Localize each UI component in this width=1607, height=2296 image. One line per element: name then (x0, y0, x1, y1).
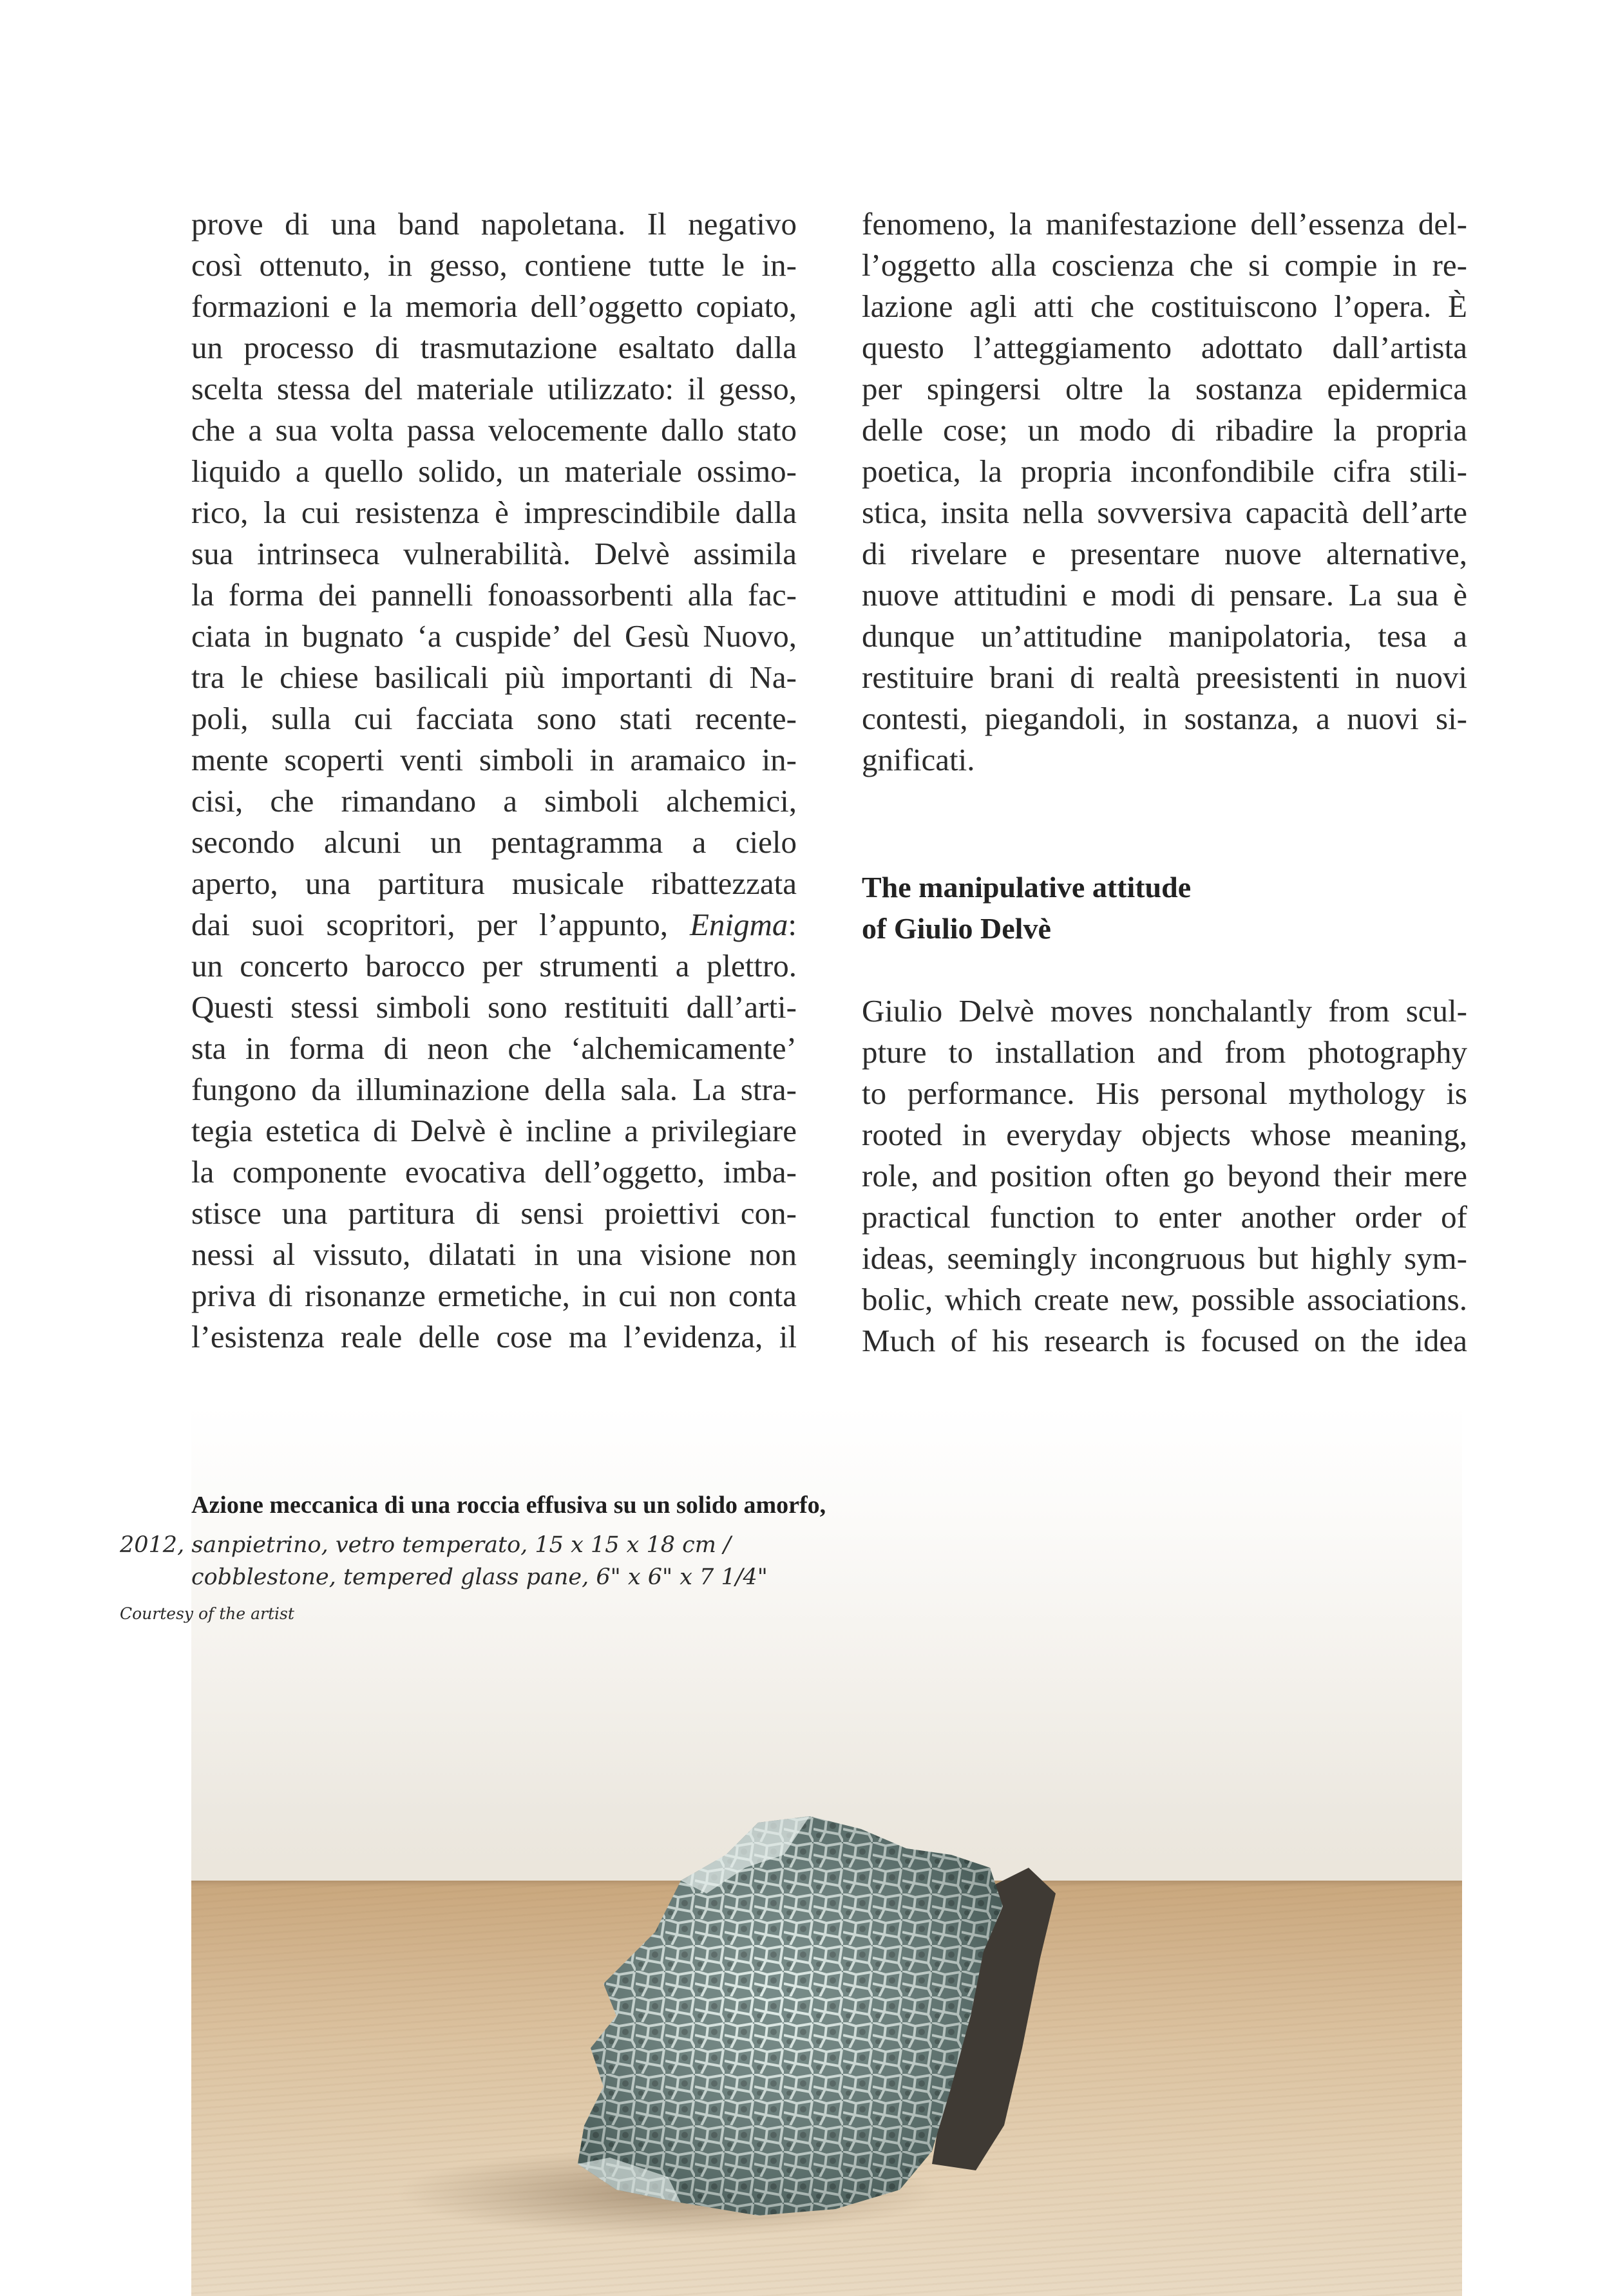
text-line: ciata in bugnato ‘a cuspide’ del Gesù Nuovo, (191, 618, 797, 654)
enigma-pre: dai suoi scopritori, per l’appunto, (191, 907, 690, 942)
text-line: Giulio Delvè moves nonchalantly from scul- (862, 993, 1467, 1029)
text-line: per spingersi oltre la sostanza epidermica (862, 371, 1467, 406)
text-line: la forma dei pannelli fonoassorbenti alla fac- (191, 577, 797, 612)
enigma-post: : (788, 907, 797, 942)
text-line: formazioni e la memoria dell’oggetto copiato, (191, 289, 797, 324)
section-heading-line: of Giulio Delvè (862, 912, 1051, 945)
caption-handwritten-line: 2012, sanpietrino, vetro temperato, 15 x 15 x 18 cm / (120, 1532, 731, 1558)
text-line: di rivelare e presentare nuove alternative, (862, 536, 1467, 571)
left-text-column (191, 204, 797, 1358)
text-line: cisi, che rimandano a simboli alchemici, (191, 783, 797, 819)
text-line: mente scoperti venti simboli in aramaico in- (191, 742, 797, 777)
text-line: così ottenuto, in gesso, contiene tutte le in- (191, 247, 797, 283)
right-text-column (862, 204, 1467, 781)
text-line: bolic, which create new, possible associations. (862, 1282, 1467, 1317)
text-line: un concerto barocco per strumenti a plettro. (191, 948, 797, 983)
text-line: sua intrinseca vulnerabilità. Delvè assimila (191, 536, 797, 571)
text-line: l’oggetto alla coscienza che si compie in re- (862, 247, 1467, 283)
caption-handwritten-line: cobblestone, tempered glass pane, 6" x 6" x 7 1/4" (191, 1564, 768, 1590)
text-line: rooted in everyday objects whose meaning, (862, 1117, 1467, 1152)
text-line: scelta stessa del materiale utilizzato: il gesso, (191, 371, 797, 406)
text-line: tegia estetica di Delvè è incline a privilegiare (191, 1113, 797, 1148)
text-line: pture to installation and from photography (862, 1034, 1467, 1070)
text-line: practical function to enter another order of (862, 1199, 1467, 1235)
caption-title: Azione meccanica di una roccia effusiva su un solido amorfo, (191, 1492, 826, 1519)
caption-courtesy: Courtesy of the artist (120, 1604, 294, 1623)
text-line: sta in forma di neon che ‘alchemicamente’ (191, 1030, 797, 1066)
text-line: aperto, una partitura musicale ribattezzata (191, 866, 797, 901)
text-line: un processo di trasmutazione esaltato dalla (191, 330, 797, 365)
text-line-enigma (191, 904, 797, 945)
text-line: Questi stessi simboli sono restituiti dall’arti- (191, 989, 797, 1025)
text-line: role, and position often go beyond their mere (862, 1158, 1467, 1193)
section-heading (862, 867, 1467, 949)
text-line: priva di risonanze ermetiche, in cui non conta (191, 1278, 797, 1313)
text-line: l’esistenza reale delle cose ma l’evidenza, il (191, 1319, 797, 1354)
text-line: stisce una partitura di sensi proiettivi con- (191, 1195, 797, 1231)
text-line: restituire brani di realtà preesistenti in nuovi (862, 659, 1467, 695)
text-line: nuove attitudini e modi di pensare. La sua è (862, 577, 1467, 612)
enigma-title: Enigma (689, 907, 788, 942)
text-line: nessi al vissuto, dilatati in una visione non (191, 1237, 797, 1272)
text-line: questo l’atteggiamento adottato dall’artista (862, 330, 1467, 365)
text-line: poetica, la propria inconfondibile cifra stili- (862, 453, 1467, 489)
text-line: lazione agli atti che costituiscono l’opera. È (862, 289, 1467, 324)
text-line: contesti, piegandoli, in sostanza, a nuovi si- (862, 701, 1467, 736)
text-line: Much of his research is focused on the idea (862, 1323, 1467, 1358)
text-line: liquido a quello solido, un materiale ossimo- (191, 453, 797, 489)
text-line: stica, insita nella sovversiva capacità dell’arte (862, 495, 1467, 530)
text-line: prove di una band napoletana. Il negativo (191, 206, 797, 242)
text-line: rico, la cui resistenza è imprescindibile dalla (191, 495, 797, 530)
text-line: che a sua volta passa velocemente dallo stato (191, 412, 797, 448)
text-line: fenomeno, la manifestazione dell’essenza del- (862, 206, 1467, 242)
text-line: poli, sulla cui facciata sono stati recente- (191, 701, 797, 736)
text-line: la componente evocativa dell’oggetto, imba- (191, 1154, 797, 1190)
text-line: gnificati. (862, 742, 975, 777)
text-line: tra le chiese basilicali più importanti di Na- (191, 659, 797, 695)
text-line: secondo alcuni un pentagramma a cielo (191, 824, 797, 860)
text-line: dunque un’attitudine manipolatoria, tesa a (862, 618, 1467, 654)
section-heading-line: The manipulative attitude (862, 871, 1192, 904)
text-line: ideas, seemingly incongruous but highly sym- (862, 1240, 1467, 1276)
text-line: delle cose; un modo di ribadire la propria (862, 412, 1467, 448)
text-line: to performance. His personal mythology is (862, 1076, 1467, 1111)
english-text-column (862, 991, 1467, 1361)
text-line: fungono da illuminazione della sala. La stra- (191, 1072, 797, 1107)
